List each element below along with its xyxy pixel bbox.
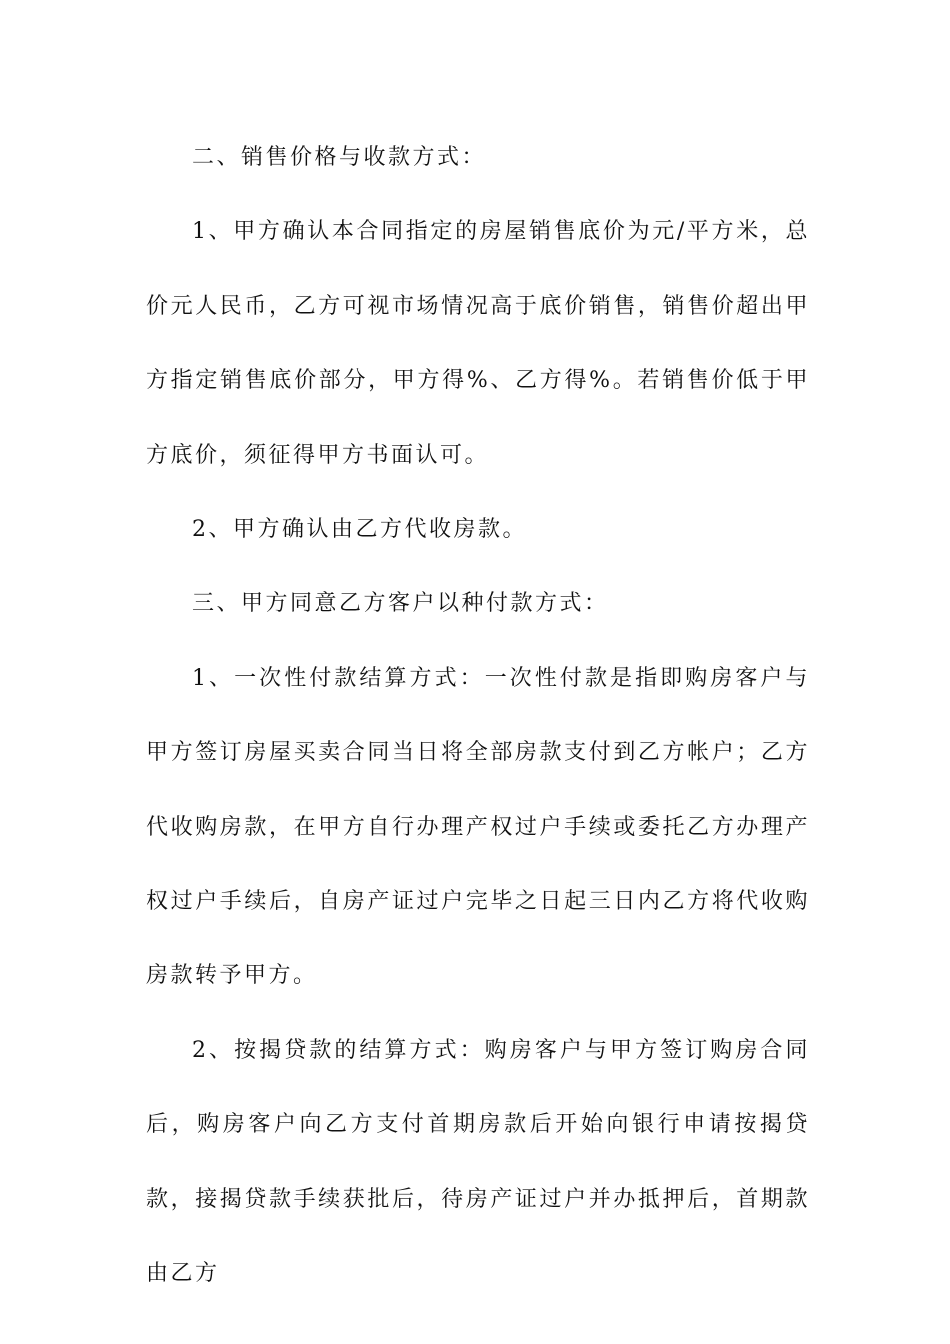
document-body: [146, 121, 810, 1312]
clause-mortgage-payment: 2、按揭贷款的结算方式：购房客户与甲方签订购房合同后，购房客户向乙方支付首期房款后开始向银行申请按揭贷款，接揭贷款手续获批后，待房产证过户并办抵押后，首期款由乙方: [146, 1037, 810, 1287]
clause-lump-sum-payment: 1、一次性付款结算方式：一次性付款是指即购房客户与甲方签订房屋买卖合同当日将全部房款支付到乙方帐户；乙方代收购房款，在甲方自行办理产权过户手续或委托乙方办理产权过户手续后，自房产证过户完毕之日起三日内乙方将代收购房款转予甲方。: [146, 665, 810, 989]
section-heading-sales-price: 二、销售价格与收款方式：: [192, 145, 487, 170]
clause-sales-base-price: 1、甲方确认本合同指定的房屋销售底价为元/平方米，总价元人民币，乙方可视市场情况高于底价销售，销售价超出甲方指定销售底价部分，甲方得%、乙方得%。若销售价低于甲方底价，须征得甲方书面认可。: [146, 219, 810, 468]
clause-collect-payment: 2、甲方确认由乙方代收房款。: [192, 517, 527, 543]
section-heading-payment-methods: 三、甲方同意乙方客户以种付款方式：: [192, 591, 609, 617]
